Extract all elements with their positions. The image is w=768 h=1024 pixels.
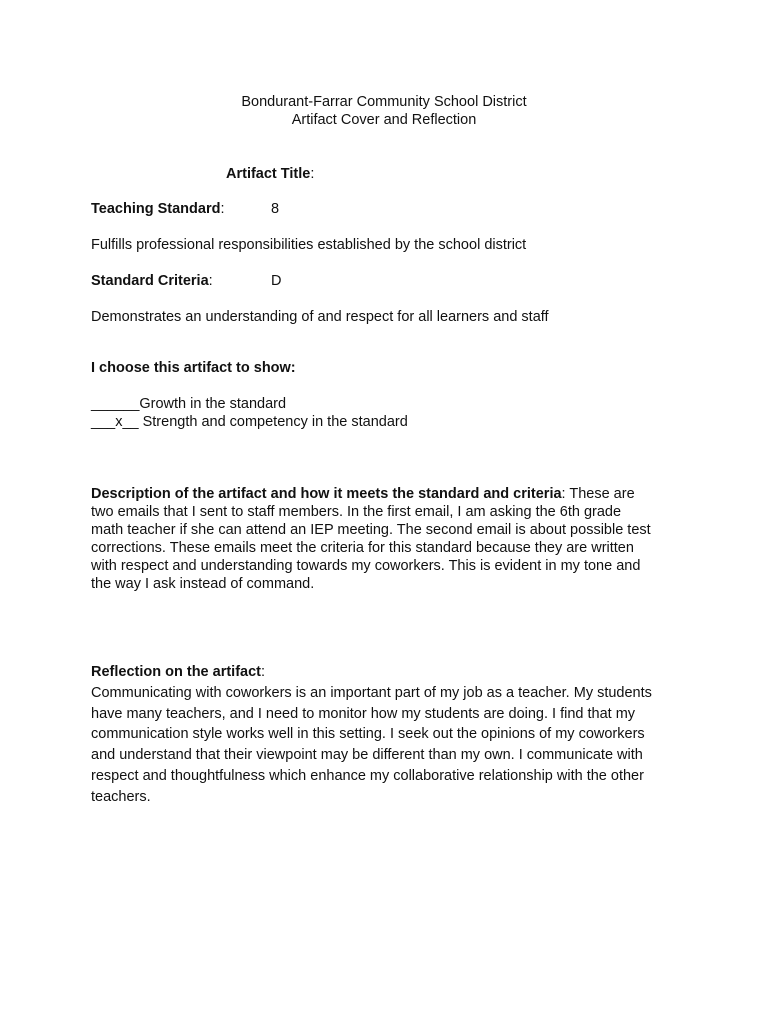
description-paragraph <box>91 485 691 593</box>
artifact-title-label: Artifact Title <box>226 166 311 182</box>
teaching-standard-field <box>91 201 224 217</box>
standard-criteria-field <box>91 273 213 289</box>
artifact-title-field <box>226 166 314 182</box>
choose-option-strength: ___x__ Strength and competency in the standard <box>91 414 408 430</box>
choose-heading: I choose this artifact to show: <box>91 360 296 376</box>
reflection-line: respect and thoughtfulness which enhance my collaborative relationship with the other <box>91 767 644 784</box>
reflection-line: and understand that their viewpoint may be different than my own. I communicate with <box>91 747 643 764</box>
teaching-standard-description: Fulfills professional responsibilities established by the school district <box>91 237 527 253</box>
standard-criteria-description: Demonstrates an understanding of and respect for all learners and staff <box>91 309 549 325</box>
reflection-line: teachers. <box>91 788 151 805</box>
description-line: math teacher if she can attend an IEP meeting. The second email is about possible test <box>91 522 651 538</box>
reflection-line: communication style works well in this setting. I seek out the opinions of my coworkers <box>91 726 645 743</box>
description-label: Description of the artifact and how it meets the standard and criteria <box>91 486 562 502</box>
description-colon: : <box>561 486 566 502</box>
description-text-start: These are <box>565 486 635 502</box>
reflection-colon: : <box>261 664 266 680</box>
teaching-standard-value: 8 <box>271 201 280 217</box>
reflection-section <box>91 662 691 808</box>
standard-criteria-label: Standard Criteria <box>91 273 209 289</box>
artifact-title-colon: : <box>310 166 315 182</box>
standard-criteria-value: D <box>271 273 282 289</box>
teaching-standard-label: Teaching Standard <box>91 201 221 217</box>
reflection-line: have many teachers, and I need to monitor how my students are doing. I find that my <box>91 705 636 722</box>
reflection-heading <box>91 662 691 683</box>
district-name: Bondurant-Farrar Community School District <box>241 94 527 110</box>
choose-option-growth: ______Growth in the standard <box>91 396 287 412</box>
standard-criteria-colon: : <box>208 273 213 289</box>
description-line: corrections. These emails meet the criteria for this standard because they are written <box>91 540 634 556</box>
description-line: two emails that I sent to staff members. In the first email, I am asking the 6th grade <box>91 504 622 520</box>
teaching-standard-colon: : <box>220 201 225 217</box>
reflection-line: Communicating with coworkers is an important part of my job as a teacher. My students <box>91 684 652 701</box>
description-line <box>91 485 691 503</box>
description-line: the way I ask instead of command. <box>91 576 315 592</box>
description-line: with respect and understanding towards my coworkers. This is evident in my tone and <box>91 558 641 574</box>
reflection-label: Reflection on the artifact <box>91 664 261 680</box>
document-subtitle: Artifact Cover and Reflection <box>291 112 477 128</box>
